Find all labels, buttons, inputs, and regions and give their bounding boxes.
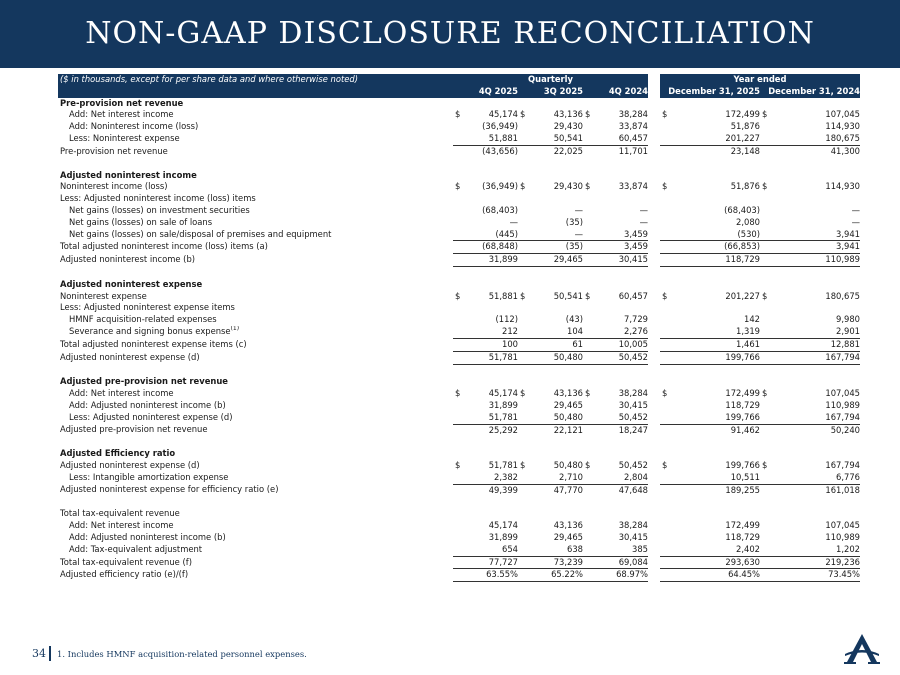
section-header-row — [58, 279, 860, 291]
cell-value: 2,804 — [624, 471, 648, 482]
cell-value: — — [509, 216, 518, 227]
row-label — [58, 484, 453, 496]
table-row — [58, 556, 860, 569]
page-number: 34 — [32, 647, 46, 660]
cell-value: (112) — [495, 314, 518, 325]
row-label-text: Total tax-equivalent revenue — [60, 508, 180, 519]
cell-value: 180,675 — [825, 133, 860, 144]
table-row — [58, 532, 860, 544]
cell-value: 172,499 — [725, 520, 760, 531]
cell-value: 110,989 — [825, 531, 860, 542]
currency-symbol: $ — [662, 109, 668, 120]
cell-value: 167,794 — [772, 351, 860, 364]
cell-value: 107,045 — [825, 520, 860, 531]
table-row — [58, 145, 860, 157]
cell-value: 3,459 — [595, 241, 648, 254]
section-header-row — [58, 376, 860, 388]
cell-value: 50,541 — [553, 133, 583, 144]
row-label — [58, 98, 453, 110]
cell-value: 385 — [632, 543, 648, 554]
row-label — [58, 520, 453, 532]
units-note: ($ in thousands, except for per share data and where otherwise noted) — [58, 74, 453, 86]
cell-value: 2,276 — [624, 326, 648, 337]
row-label-text: Add: Noninterest income (loss) — [69, 121, 199, 132]
row-label — [58, 569, 453, 582]
row-label-text: Less: Noninterest expense — [69, 133, 180, 144]
cell-value: 50,541 — [553, 290, 583, 301]
cell-value: 12,881 — [772, 338, 860, 351]
cell-value: 65.22% — [530, 569, 583, 582]
row-label — [58, 388, 453, 400]
row-label-text: Add: Net interest income — [69, 109, 174, 120]
cell-value: 3,941 — [836, 228, 860, 239]
row-label-text: Add: Adjusted noninterest income (b) — [69, 531, 226, 542]
cell-value: 69,084 — [595, 556, 648, 569]
currency-symbol: $ — [455, 460, 461, 470]
table-row — [58, 508, 860, 520]
cell-value: 1,461 — [672, 338, 760, 351]
cell-value: 29,465 — [553, 399, 583, 410]
table-row — [58, 229, 860, 241]
currency-symbol: $ — [520, 388, 526, 399]
row-label — [58, 109, 453, 121]
row-label-text: Noninterest expense — [60, 290, 147, 301]
cell-value: 30,415 — [595, 254, 648, 267]
cell-value: 201,227 — [725, 133, 760, 144]
cell-value: 104 — [567, 326, 583, 337]
cell-value: — — [639, 204, 648, 215]
cell-value: 199,766 — [725, 460, 760, 470]
cell-value: — — [639, 216, 648, 227]
table-row — [58, 254, 860, 267]
cell-value: (35) — [565, 216, 583, 227]
cell-value: — — [574, 204, 583, 215]
cell-value: 29,465 — [530, 254, 583, 267]
row-label — [58, 170, 453, 182]
cell-value: 11,701 — [595, 145, 648, 157]
cell-value: 50,452 — [618, 411, 648, 422]
cell-value: 180,675 — [825, 290, 860, 301]
cell-value: 49,399 — [465, 484, 518, 496]
row-label — [58, 279, 453, 291]
table-row — [58, 351, 860, 364]
cell-value: 201,227 — [725, 290, 760, 301]
cell-value: — — [851, 204, 860, 215]
currency-symbol: $ — [762, 460, 768, 470]
cell-value: 118,729 — [725, 531, 760, 542]
row-label — [58, 376, 453, 388]
currency-symbol: $ — [455, 109, 461, 120]
cell-value: 45,174 — [488, 388, 518, 399]
cell-value: (36,949) — [482, 121, 518, 132]
cell-value: 22,121 — [530, 424, 583, 436]
table-row — [58, 484, 860, 496]
row-label — [58, 472, 453, 484]
table-row — [58, 121, 860, 133]
row-label — [58, 326, 453, 338]
table-row — [58, 424, 860, 436]
cell-value: 51,781 — [488, 460, 518, 470]
table-row — [58, 241, 860, 254]
table-row — [58, 217, 860, 229]
currency-symbol: $ — [762, 388, 768, 399]
row-label — [58, 508, 453, 520]
cell-value: (68,403) — [724, 204, 760, 215]
currency-symbol: $ — [662, 388, 668, 399]
row-label-text: Adjusted pre-provision net revenue — [60, 424, 208, 435]
cell-value: 51,876 — [730, 181, 760, 192]
cell-value: 638 — [567, 543, 583, 554]
footnote: 1. Includes HMNF acquisition-related personnel expenses. — [57, 649, 307, 659]
cell-value: 41,300 — [772, 145, 860, 157]
cell-value: (530) — [737, 228, 760, 239]
cell-value: 100 — [465, 338, 518, 351]
spacer-row — [58, 436, 860, 448]
row-label-text: Net gains (losses) on sale of loans — [69, 216, 213, 227]
table-row — [58, 520, 860, 532]
row-label-text: Total adjusted noninterest income (loss) items (a) — [60, 241, 268, 252]
row-label — [58, 544, 453, 556]
cell-value: 114,930 — [825, 181, 860, 192]
row-label — [58, 351, 453, 364]
column-header: December 31, 2024 — [760, 86, 860, 98]
table-row — [58, 460, 860, 472]
row-label — [58, 424, 453, 436]
spacer-row — [58, 267, 860, 279]
cell-value: 110,989 — [772, 254, 860, 267]
cell-value: 51,881 — [488, 133, 518, 144]
cell-value: 73.45% — [772, 569, 860, 582]
row-label-text: HMNF acquisition-related expenses — [69, 314, 217, 325]
row-label-text: Less: Intangible amortization expense — [69, 472, 229, 483]
cell-value: 50,452 — [595, 351, 648, 364]
row-label — [58, 254, 453, 267]
row-label — [58, 229, 453, 241]
cell-value: 6,776 — [836, 471, 860, 482]
table-row — [58, 544, 860, 556]
cell-value: 51,781 — [465, 351, 518, 364]
currency-symbol: $ — [585, 109, 591, 120]
row-label-text: Adjusted efficiency ratio (e)/(f) — [60, 569, 189, 580]
row-label-text: Add: Adjusted noninterest income (b) — [69, 399, 226, 410]
row-label-text: Adjusted pre-provision net revenue — [60, 376, 228, 387]
cell-value: 31,899 — [465, 254, 518, 267]
cell-value: 43,136 — [553, 388, 583, 399]
row-label-text: Less: Adjusted noninterest income (loss) items — [60, 193, 256, 204]
cell-value: 43,136 — [553, 520, 583, 531]
cell-value: 29,430 — [553, 121, 583, 132]
cell-value: 172,499 — [725, 109, 760, 120]
cell-value: 50,240 — [772, 424, 860, 436]
cell-value: 2,080 — [736, 216, 760, 227]
row-label — [58, 217, 453, 229]
cell-value: 45,174 — [488, 520, 518, 531]
cell-value: 2,402 — [736, 543, 760, 554]
cell-value: 47,770 — [530, 484, 583, 496]
currency-symbol: $ — [662, 181, 668, 192]
table-row — [58, 338, 860, 351]
currency-symbol: $ — [520, 181, 526, 192]
cell-value: 107,045 — [825, 388, 860, 399]
row-label — [58, 205, 453, 217]
row-label-text: Less: Adjusted noninterest expense (d) — [69, 412, 233, 422]
reconciliation-table — [58, 74, 860, 582]
row-label-text: Adjusted noninterest income (b) — [60, 254, 196, 265]
cell-value: 38,284 — [618, 388, 648, 399]
cell-value: 161,018 — [772, 484, 860, 496]
row-label-text: Pre-provision net revenue — [60, 97, 184, 108]
row-label — [58, 532, 453, 544]
currency-symbol: $ — [762, 109, 768, 120]
row-label-text: Adjusted noninterest expense for efficiency ratio (e) — [60, 484, 279, 495]
currency-symbol: $ — [762, 290, 768, 301]
cell-value: 1,319 — [736, 326, 760, 337]
cell-value: — — [574, 228, 583, 239]
currency-symbol: $ — [455, 290, 461, 301]
table-row — [58, 472, 860, 484]
cell-value: 167,794 — [825, 460, 860, 470]
row-label — [58, 314, 453, 326]
row-label — [58, 302, 453, 314]
cell-value: 38,284 — [618, 109, 648, 120]
cell-value: 2,901 — [836, 326, 860, 337]
table-row — [58, 326, 860, 338]
cell-value: — — [851, 216, 860, 227]
currency-symbol: $ — [662, 290, 668, 301]
row-label-text: Add: Net interest income — [69, 520, 174, 531]
cell-value: 2,710 — [559, 471, 583, 482]
cell-value: 142 — [744, 314, 760, 325]
cell-value: 2,382 — [494, 471, 518, 482]
cell-value: (36,949) — [482, 181, 518, 192]
footer-divider — [49, 646, 51, 661]
row-label — [58, 121, 453, 133]
spacer-row — [58, 158, 860, 170]
table-row — [58, 314, 860, 326]
spacer-row — [58, 364, 860, 376]
cell-value: (68,403) — [482, 204, 518, 215]
cell-value: 29,430 — [553, 181, 583, 192]
currency-symbol: $ — [762, 181, 768, 192]
cell-value: 47,648 — [595, 484, 648, 496]
row-label — [58, 193, 453, 205]
cell-value: 60,457 — [618, 133, 648, 144]
cell-value: 51,781 — [488, 411, 518, 422]
cell-value: 50,480 — [530, 351, 583, 364]
cell-value: 43,136 — [553, 109, 583, 120]
currency-symbol: $ — [585, 388, 591, 399]
cell-value: (66,853) — [672, 241, 760, 254]
row-label-text: Add: Net interest income — [69, 388, 174, 399]
table-row — [58, 193, 860, 205]
cell-value: 189,255 — [672, 484, 760, 496]
currency-symbol: $ — [585, 181, 591, 192]
header-row-columns — [58, 86, 860, 98]
column-header: 4Q 2025 — [453, 86, 518, 98]
table-row — [58, 109, 860, 121]
row-label — [58, 448, 453, 460]
cell-value: 3,459 — [624, 228, 648, 239]
cell-value: 33,874 — [618, 181, 648, 192]
footnote-marker: (1) — [230, 326, 240, 333]
row-label-text: Severance and signing bonus expense — [69, 326, 231, 337]
row-label — [58, 241, 453, 254]
cell-value: 118,729 — [672, 254, 760, 267]
column-header: 4Q 2024 — [583, 86, 648, 98]
cell-value: 68.97% — [595, 569, 648, 582]
table-row — [58, 181, 860, 193]
cell-value: (43) — [565, 314, 583, 325]
table-row — [58, 412, 860, 424]
row-label — [58, 400, 453, 412]
cell-value: 199,766 — [725, 411, 760, 422]
currency-symbol: $ — [455, 388, 461, 399]
cell-value: (35) — [530, 241, 583, 254]
cell-value: 167,794 — [825, 411, 860, 422]
cell-value: 1,202 — [836, 543, 860, 554]
row-label-text: Adjusted Efficiency ratio — [60, 448, 176, 459]
cell-value: 33,874 — [618, 121, 648, 132]
row-label-text: Total tax-equivalent revenue (f) — [60, 556, 192, 567]
row-label-text: Adjusted noninterest expense (d) — [60, 460, 200, 470]
table-row — [58, 569, 860, 582]
spacer-row — [58, 496, 860, 508]
row-label-text: Net gains (losses) on sale/disposal of premises and equipment — [69, 228, 332, 239]
row-label — [58, 181, 453, 193]
cell-value: 172,499 — [725, 388, 760, 399]
cell-value: 212 — [502, 326, 518, 337]
section-header-row — [58, 170, 860, 182]
cell-value: 77,727 — [465, 556, 518, 569]
cell-value: 18,247 — [595, 424, 648, 436]
row-label-text: Net gains (losses) on investment securities — [69, 204, 250, 215]
currency-symbol: $ — [585, 290, 591, 301]
cell-value: (43,656) — [465, 145, 518, 157]
table-row — [58, 205, 860, 217]
cell-value: 45,174 — [488, 109, 518, 120]
cell-value: 10,005 — [595, 338, 648, 351]
header-row-groups — [58, 74, 860, 86]
cell-value: 91,462 — [672, 424, 760, 436]
cell-value: 3,941 — [772, 241, 860, 254]
currency-symbol: $ — [520, 290, 526, 301]
cell-value: 50,480 — [553, 411, 583, 422]
cell-value: 51,881 — [488, 290, 518, 301]
row-label-text: Pre-provision net revenue — [60, 145, 168, 156]
company-logo — [842, 632, 882, 666]
row-label-text: Total adjusted noninterest expense items (c) — [60, 338, 247, 349]
cell-value: 199,766 — [672, 351, 760, 364]
table-row — [58, 133, 860, 145]
cell-value: 31,899 — [488, 399, 518, 410]
cell-value: 38,284 — [618, 520, 648, 531]
section-header-row — [58, 448, 860, 460]
row-label-text: Noninterest income (loss) — [60, 181, 168, 192]
cell-value: 50,480 — [553, 460, 583, 470]
cell-value: 110,989 — [825, 399, 860, 410]
cell-value: (445) — [495, 228, 518, 239]
cell-value: 9,980 — [836, 314, 860, 325]
cell-value: 50,452 — [618, 460, 648, 470]
cell-value: 10,511 — [730, 471, 760, 482]
cell-value: 61 — [530, 338, 583, 351]
section-header-row — [58, 98, 860, 110]
currency-symbol: $ — [455, 181, 461, 192]
row-label — [58, 460, 453, 472]
cell-value: 118,729 — [725, 399, 760, 410]
currency-symbol: $ — [520, 460, 526, 470]
cell-value: 293,630 — [672, 556, 760, 569]
cell-value: 25,292 — [465, 424, 518, 436]
table-row — [58, 291, 860, 303]
row-label — [58, 556, 453, 569]
cell-value: 23,148 — [672, 145, 760, 157]
table-row — [58, 388, 860, 400]
currency-symbol: $ — [662, 460, 668, 470]
column-header: December 31, 2025 — [660, 86, 760, 98]
cell-value: 30,415 — [618, 531, 648, 542]
cell-value: 60,457 — [618, 290, 648, 301]
group-quarterly: Quarterly — [453, 74, 648, 86]
cell-value: 219,236 — [772, 556, 860, 569]
cell-value: 29,465 — [553, 531, 583, 542]
row-label — [58, 145, 453, 157]
group-year-ended: Year ended — [660, 74, 860, 86]
cell-value: 114,930 — [825, 121, 860, 132]
cell-value: (68,848) — [465, 241, 518, 254]
cell-value: 31,899 — [488, 531, 518, 542]
currency-symbol: $ — [520, 109, 526, 120]
cell-value: 30,415 — [618, 399, 648, 410]
row-label — [58, 412, 453, 424]
row-label-text: Adjusted noninterest income — [60, 169, 197, 180]
cell-value: 107,045 — [825, 109, 860, 120]
cell-value: 51,876 — [730, 121, 760, 132]
cell-value: 64.45% — [672, 569, 760, 582]
page-title: NON-GAAP DISCLOSURE RECONCILIATION — [85, 16, 815, 51]
cell-value: 654 — [502, 543, 518, 554]
row-label — [58, 291, 453, 303]
cell-value: 7,729 — [624, 314, 648, 325]
row-label — [58, 133, 453, 145]
row-label-text: Adjusted noninterest expense (d) — [60, 351, 200, 362]
row-label-text: Add: Tax-equivalent adjustment — [69, 543, 203, 554]
table-row — [58, 302, 860, 314]
row-label-text: Adjusted noninterest expense — [60, 278, 203, 289]
cell-value: 73,239 — [530, 556, 583, 569]
row-label-text: Less: Adjusted noninterest expense items — [60, 302, 235, 313]
row-label — [58, 338, 453, 351]
column-header: 3Q 2025 — [518, 86, 583, 98]
currency-symbol: $ — [585, 460, 591, 470]
table-row — [58, 400, 860, 412]
cell-value: 63.55% — [465, 569, 518, 582]
cell-value: 22,025 — [530, 145, 583, 157]
